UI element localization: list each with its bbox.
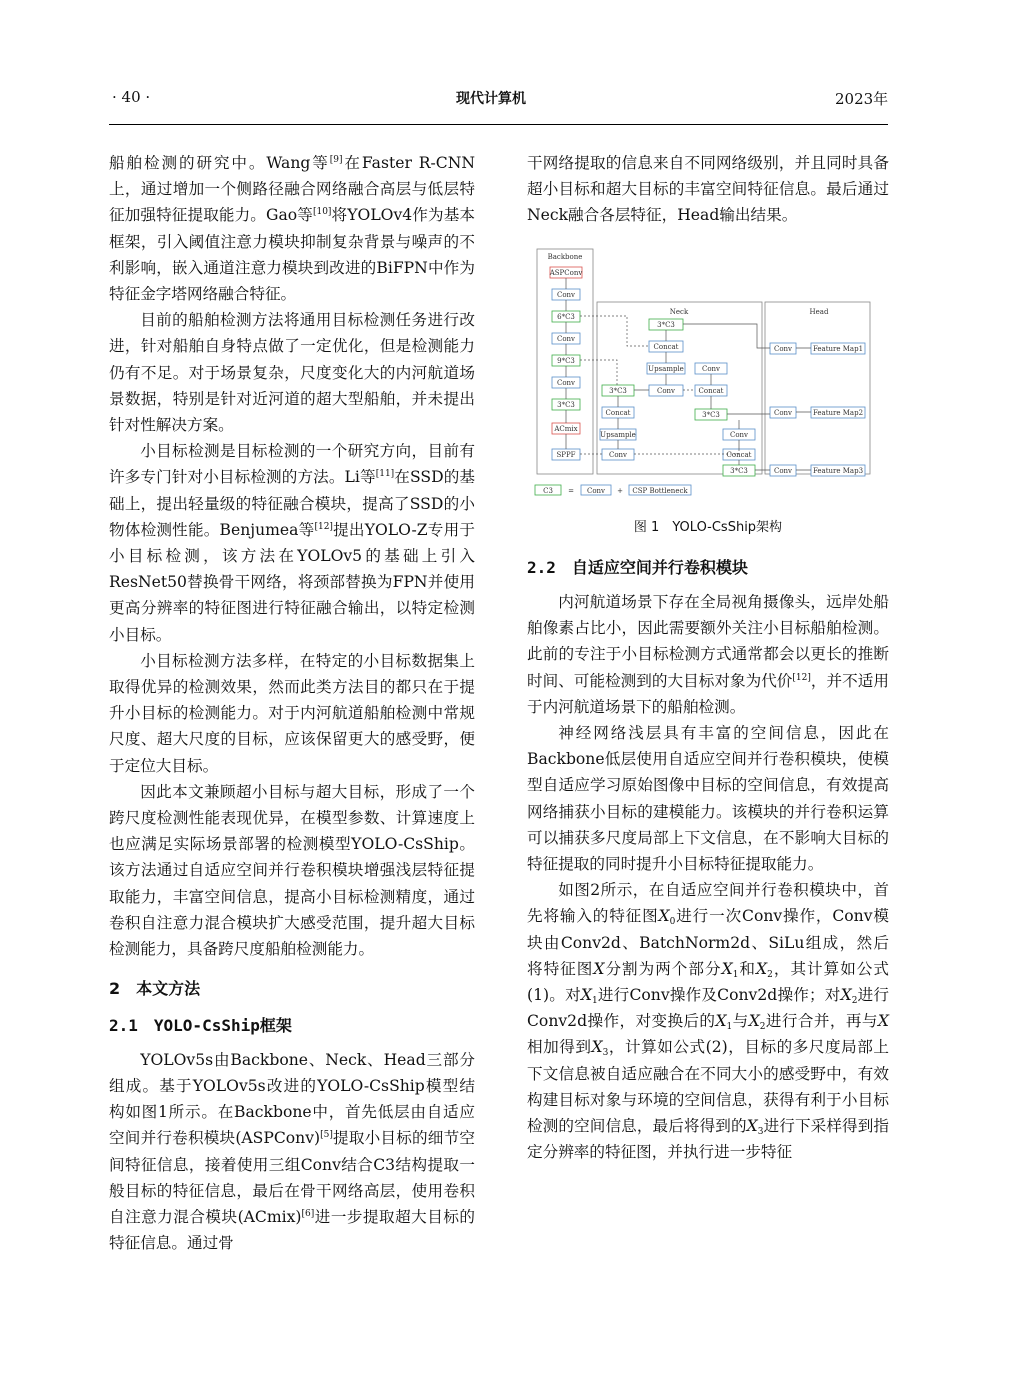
architecture-diagram (527, 237, 872, 509)
acmix-label: ACmix (554, 424, 578, 433)
head-link (683, 324, 770, 348)
paragraph: 干网络提取的信息来自不同网络级别，并且同时具备超小目标和超大目标的丰富空间特征信息。最后通过Neck融合各层特征，Head输出结果。 (527, 154, 889, 225)
c3-3-label: 3*C3 (702, 410, 720, 419)
head-arrows (796, 348, 811, 470)
figure-caption: 图 1 YOLO-CsShip架构 (633, 519, 783, 535)
c3-6-label: 6*C3 (557, 312, 575, 321)
conv-label: Conv (608, 450, 628, 459)
feature-map-1-label: Feature Map1 (812, 344, 864, 353)
skip-connection (580, 316, 649, 346)
upsample-label: Upsample (648, 364, 684, 373)
right-column (527, 150, 889, 1165)
c3-3-label: 3*C3 (557, 400, 575, 409)
conv-label: Conv (773, 344, 793, 353)
feature-map-3-label: Feature Map3 (812, 466, 864, 475)
paragraph: 小目标检测方法多样，在特定的小目标数据集上取得优异的检测效果，然而此类方法目的都只在于提升小目标的检测能力。对于内河航道船舶检测中常规尺度、超大尺度的目标，应该保留更大的感受野，便于定位大目标。 (109, 651, 475, 775)
c3-3-label: 3*C3 (730, 466, 748, 475)
neck-arrows (634, 330, 666, 390)
c3-3-label: 3*C3 (657, 320, 675, 329)
paragraph: 内河航道场景下存在全局视角摄像头，远岸处船舶像素占比小，因此需要额外关注小目标船舶检测。此前的专注于小目标检测方式通常都会以更长的推断时间、可能检测到的大目标对象为代价[12]，并不适用于内河航道场景下的船舶检测。 (527, 593, 889, 716)
concat-label: Concat (726, 450, 752, 459)
skip-connection (580, 360, 617, 385)
upsample-label: Upsample (600, 430, 636, 439)
concat-label: Concat (698, 386, 724, 395)
paragraph: 小目标检测是目标检测的一个研究方向，目前有许多专门针对小目标检测的方法。Li等[11]在SSD的基础上，提出轻量级的特征融合模块，提高了SSD的小物体检测性能。Benjumea等[12]提出YOLO-Z专用于小目标检测，该方法在YOLOv5的基础上引入ResNet50替换骨干网络，将颈部替换为FPN并使用更高分辨率的特征图进行特征融合输出，以特定检测小目标。 (109, 442, 475, 644)
legend-plus: + (617, 486, 623, 495)
conv-label: Conv (773, 466, 793, 475)
concat-label: Concat (605, 408, 631, 417)
paragraph: 神经网络浅层具有丰富的空间信息，因此在Backbone低层使用自适应空间并行卷积模块，使模型自适应学习原始图像中目标的空间信息，有效提高网络捕获小目标的建模能力。该模块的并行卷积运算可以捕获多尺度局部上下文信息，在不影响大目标的特征提取的同时提升小目标特征提取能力。 (527, 724, 889, 874)
conv-label: Conv (773, 408, 793, 417)
head-label: Head (809, 307, 829, 316)
header-rule (109, 124, 888, 125)
section-heading: 2 本文方法 (109, 979, 201, 999)
paragraph: 因此本文兼顾超小目标与超大目标，形成了一个跨尺度检测性能表现优异，在模型参数、计算速度上也应满足实际场景部署的检测模型YOLO-CsShip。该方法通过自适应空间并行卷积模块增强浅层特征提取能力，丰富空间信息，提高小目标检测精度，通过卷积自注意力混合模块扩大感受范围，提升超大目标检测能力，具备跨尺度船舶检测能力。 (109, 782, 475, 959)
subsection-heading: 2.1 YOLO-CsShip框架 (109, 1015, 292, 1035)
legend-c3-label: C3 (543, 486, 553, 495)
paragraph: 目前的船舶检测方法将通用目标检测任务进行改进，针对船舶自身特点做了一定优化，但是检测能力仍有不足。对于场景复杂，尺度变化大的内河航道场景数据，特别是针对近河道的超大型船舶，并未提出针对性解决方案。 (109, 311, 475, 435)
legend-conv-label: Conv (586, 486, 606, 495)
conv-label: Conv (729, 430, 749, 439)
conv-label: Conv (556, 290, 576, 299)
page-number: · 40 · (112, 88, 151, 106)
journal-title: 现代计算机 (456, 91, 526, 107)
conv-label: Conv (556, 334, 576, 343)
sppf-label: SPPF (556, 450, 576, 459)
neck-label: Neck (669, 307, 689, 316)
backbone-label: Backbone (547, 252, 583, 261)
c3-9-label: 9*C3 (557, 356, 575, 365)
left-column (109, 150, 475, 1256)
feature-map-2-label: Feature Map2 (812, 408, 864, 417)
legend-csp-label: CSP Bottleneck (632, 486, 688, 495)
conv-label: Conv (656, 386, 676, 395)
c3-3-label: 3*C3 (609, 386, 627, 395)
paragraph: 如图2所示，在自适应空间并行卷积模块中，首先将输入的特征图$X_0$进行一次Conv操作，Conv模块由Conv2d、BatchNorm2d、SiLu组成，然后将特征图X分割为两个部分$X_1$和$X_2$，其计算如公式(1)。对$X_1$进行Conv操作及Conv2d操作；对$X_2$进行Conv2d操作，对变换后的$X_1$与$X_2$进行合并，再与X相加得到$X_3$，计算如公式(2)，目标的多尺度局部上下文信息被自适应融合在不同大小的感受野中，有效构建目标对象与环境的空间信息，获得有利于小目标检测的空间信息，最后将得到的$X_3$进行下采样得到指定分辨率的特征图，并执行进一步特征 (527, 881, 889, 1162)
conv-label: Conv (556, 378, 576, 387)
head-frame (765, 302, 870, 474)
concat-label: Concat (653, 342, 679, 351)
legend-equals: = (568, 486, 574, 495)
paragraph: 船舶检测的研究中。Wang等[9]在Faster R-CNN上，通过增加一个侧路径融合网络融合高层与低层特征加强特征提取能力。Gao等[10]将YOLOv4作为基本框架，引入阈值注意力模块抑制复杂背景与噪声的不利影响，嵌入通道注意力模块到改进的BiFPN中作为特征金字塔网络融合特征。 (109, 154, 475, 304)
aspconv-label: ASPConv (549, 268, 583, 277)
year: 2023年 (835, 90, 889, 108)
subsection-heading: 2.2 自适应空间并行卷积模块 (527, 557, 748, 577)
paragraph: YOLOv5s由Backbone、Neck、Head三部分组成。基于YOLOv5s改进的YOLO-CsShip模型结构如图1所示。在Backbone中，首先低层由自适应空间并行卷积模块(ASPConv)[5]提取小目标的细节空间特征信息，接着使用三组Conv结合C3结构提取一般目标的特征信息，最后在骨干网络高层，使用卷积自注意力混合模块(ACmix)[6]进一步提取超大目标的特征信息。通过骨 (109, 1050, 475, 1253)
conv-label: Conv (701, 364, 721, 373)
